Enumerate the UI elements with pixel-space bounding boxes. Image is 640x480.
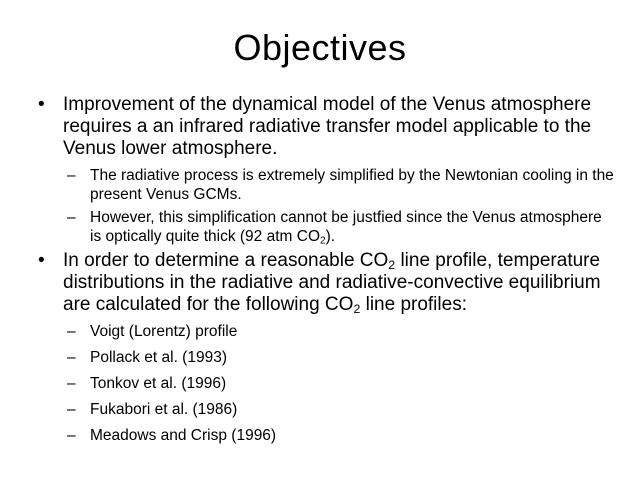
sub-bullet-marker: – <box>67 167 76 184</box>
bullet-marker: • <box>38 94 45 115</box>
sub-bullet-item <box>63 374 616 393</box>
sub-bullet-text: Fukabori et al. (1986) <box>90 401 238 418</box>
sub-bullet-text: Voigt (Lorentz) profile <box>90 323 238 340</box>
sub-bullet-item <box>63 426 616 445</box>
sub-bullet-marker: – <box>67 209 76 226</box>
sub-bullet-marker: – <box>67 401 76 418</box>
sub-bullet-item <box>63 208 616 246</box>
bullet-text: In order to determine a reasonable CO <box>63 250 389 271</box>
sub-bullet-text: Tonkov et al. (1996) <box>90 375 227 392</box>
sub-bullet-item <box>63 166 616 204</box>
subscript: 2 <box>353 302 361 317</box>
sub-bullet-text: The radiative process is extremely simplified by the Newtonian cooling in the present Venus GCMs. <box>90 167 614 203</box>
sub-bullet-text-end: ). <box>325 228 336 245</box>
subscript: 2 <box>388 258 396 273</box>
sub-bullet-item <box>63 322 616 341</box>
sub-bullet-text: Meadows and Crisp (1996) <box>90 427 277 444</box>
bullet-text-mid: line profile, temperature distributions in the radiative and radiative-convective equilibrium are calculated for the following CO <box>63 250 601 315</box>
bullet-text: Improvement of the dynamical model of the Venus atmosphere requires a an infrared radiative transfer model applicable to the Venus lower atmosphere. <box>63 94 592 159</box>
slide-content <box>36 94 616 452</box>
sub-bullet-item <box>63 348 616 367</box>
bullet-text-end: line profiles: <box>360 294 467 315</box>
bullet-marker: • <box>38 250 45 271</box>
bullet-item <box>36 94 616 160</box>
sub-bullet-item <box>63 400 616 419</box>
sub-bullet-marker: – <box>67 323 76 340</box>
subscript: 2 <box>320 235 326 247</box>
sub-bullet-marker: – <box>67 349 76 366</box>
slide-title: Objectives <box>233 27 407 68</box>
sub-bullet-text: However, this simplification cannot be justfied since the Venus atmosphere is optically quite thick (92 atm CO <box>90 209 602 245</box>
sub-bullet-text: Pollack et al. (1993) <box>90 349 227 366</box>
bullet-item <box>36 250 616 316</box>
sub-bullet-marker: – <box>67 427 76 444</box>
sub-bullet-marker: – <box>67 375 76 392</box>
